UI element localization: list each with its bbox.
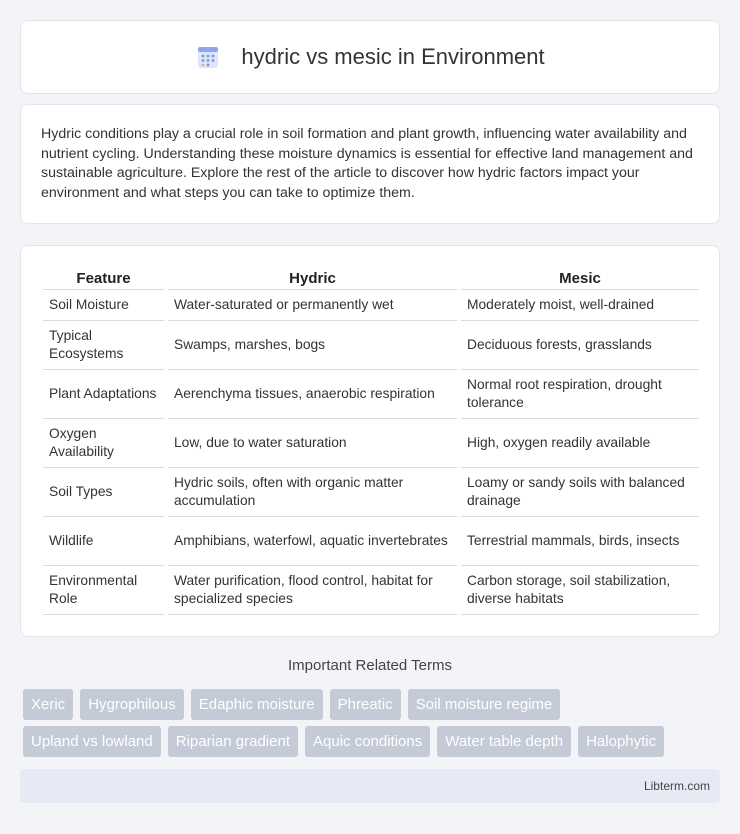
tag-xeric[interactable]: Xeric: [23, 689, 73, 720]
cell-mesic: Deciduous forests, grasslands: [461, 321, 699, 370]
tag-aquic-conditions[interactable]: Aquic conditions: [305, 726, 430, 757]
table-row: [43, 566, 699, 615]
table-header-row: [43, 264, 699, 290]
cell-feature: Plant Adaptations: [43, 370, 164, 419]
table-row: [43, 370, 699, 419]
table-row: [43, 290, 699, 321]
table-row: [43, 419, 699, 468]
header-feature: Feature: [43, 264, 164, 290]
tag-halophytic[interactable]: Halophytic: [578, 726, 664, 757]
cell-feature: Typical Ecosystems: [43, 321, 164, 370]
intro-card: [20, 104, 720, 224]
cell-feature: Wildlife: [43, 517, 164, 566]
page-title: hydric vs mesic in Environment: [241, 44, 545, 69]
intro-text: Hydric conditions play a crucial role in soil formation and plant growth, influencing water availability and nutrient cycling. Understanding these moisture dynamics is essential for effective land management and sustainable agriculture. Explore the rest of the article to discover how hydric factors impact your environment and what steps you can take to optimize them.: [41, 126, 693, 201]
cell-hydric: Low, due to water saturation: [168, 419, 457, 468]
tag-row: [23, 689, 723, 720]
cell-hydric: Amphibians, waterfowl, aquatic invertebrates: [168, 517, 457, 566]
cell-mesic: Carbon storage, soil stabilization, diverse habitats: [461, 566, 699, 615]
tag-hygrophilous[interactable]: Hygrophilous: [80, 689, 184, 720]
tag-soil-moisture-regime[interactable]: Soil moisture regime: [408, 689, 561, 720]
cell-feature: Soil Moisture: [43, 290, 164, 321]
table-row: [43, 517, 699, 566]
footer: [20, 769, 720, 803]
cell-feature: Oxygen Availability: [43, 419, 164, 468]
cell-mesic: Loamy or sandy soils with balanced drainage: [461, 468, 699, 517]
cell-hydric: Water purification, flood control, habitat for specialized species: [168, 566, 457, 615]
header-hydric: Hydric: [168, 264, 457, 290]
footer-site-link[interactable]: Libterm.com: [643, 779, 710, 793]
tag-riparian-gradient[interactable]: Riparian gradient: [168, 726, 298, 757]
comparison-table: [39, 264, 703, 615]
cell-feature: Environmental Role: [43, 566, 164, 615]
comparison-table-card: [20, 245, 720, 637]
cell-mesic: Normal root respiration, drought tolerance: [461, 370, 699, 419]
table-row: [43, 321, 699, 370]
tag-row: [23, 726, 723, 757]
cell-hydric: Hydric soils, often with organic matter accumulation: [168, 468, 457, 517]
cell-hydric: Swamps, marshes, bogs: [168, 321, 457, 370]
cell-feature: Soil Types: [43, 468, 164, 517]
cell-mesic: Terrestrial mammals, birds, insects: [461, 517, 699, 566]
tag-edaphic-moisture[interactable]: Edaphic moisture: [191, 689, 323, 720]
related-terms-tags: [23, 689, 723, 763]
cell-mesic: Moderately moist, well-drained: [461, 290, 699, 321]
table-row: [43, 468, 699, 517]
cell-hydric: Water-saturated or permanently wet: [168, 290, 457, 321]
document-icon: [195, 44, 221, 70]
title-wrap: [195, 44, 544, 70]
tag-upland-vs-lowland[interactable]: Upland vs lowland: [23, 726, 161, 757]
tag-phreatic[interactable]: Phreatic: [330, 689, 401, 720]
tag-water-table-depth[interactable]: Water table depth: [437, 726, 571, 757]
header-mesic: Mesic: [461, 264, 699, 290]
cell-mesic: High, oxygen readily available: [461, 419, 699, 468]
cell-hydric: Aerenchyma tissues, anaerobic respiration: [168, 370, 457, 419]
related-terms-title: Important Related Terms: [288, 657, 452, 674]
header-card: [20, 20, 720, 94]
